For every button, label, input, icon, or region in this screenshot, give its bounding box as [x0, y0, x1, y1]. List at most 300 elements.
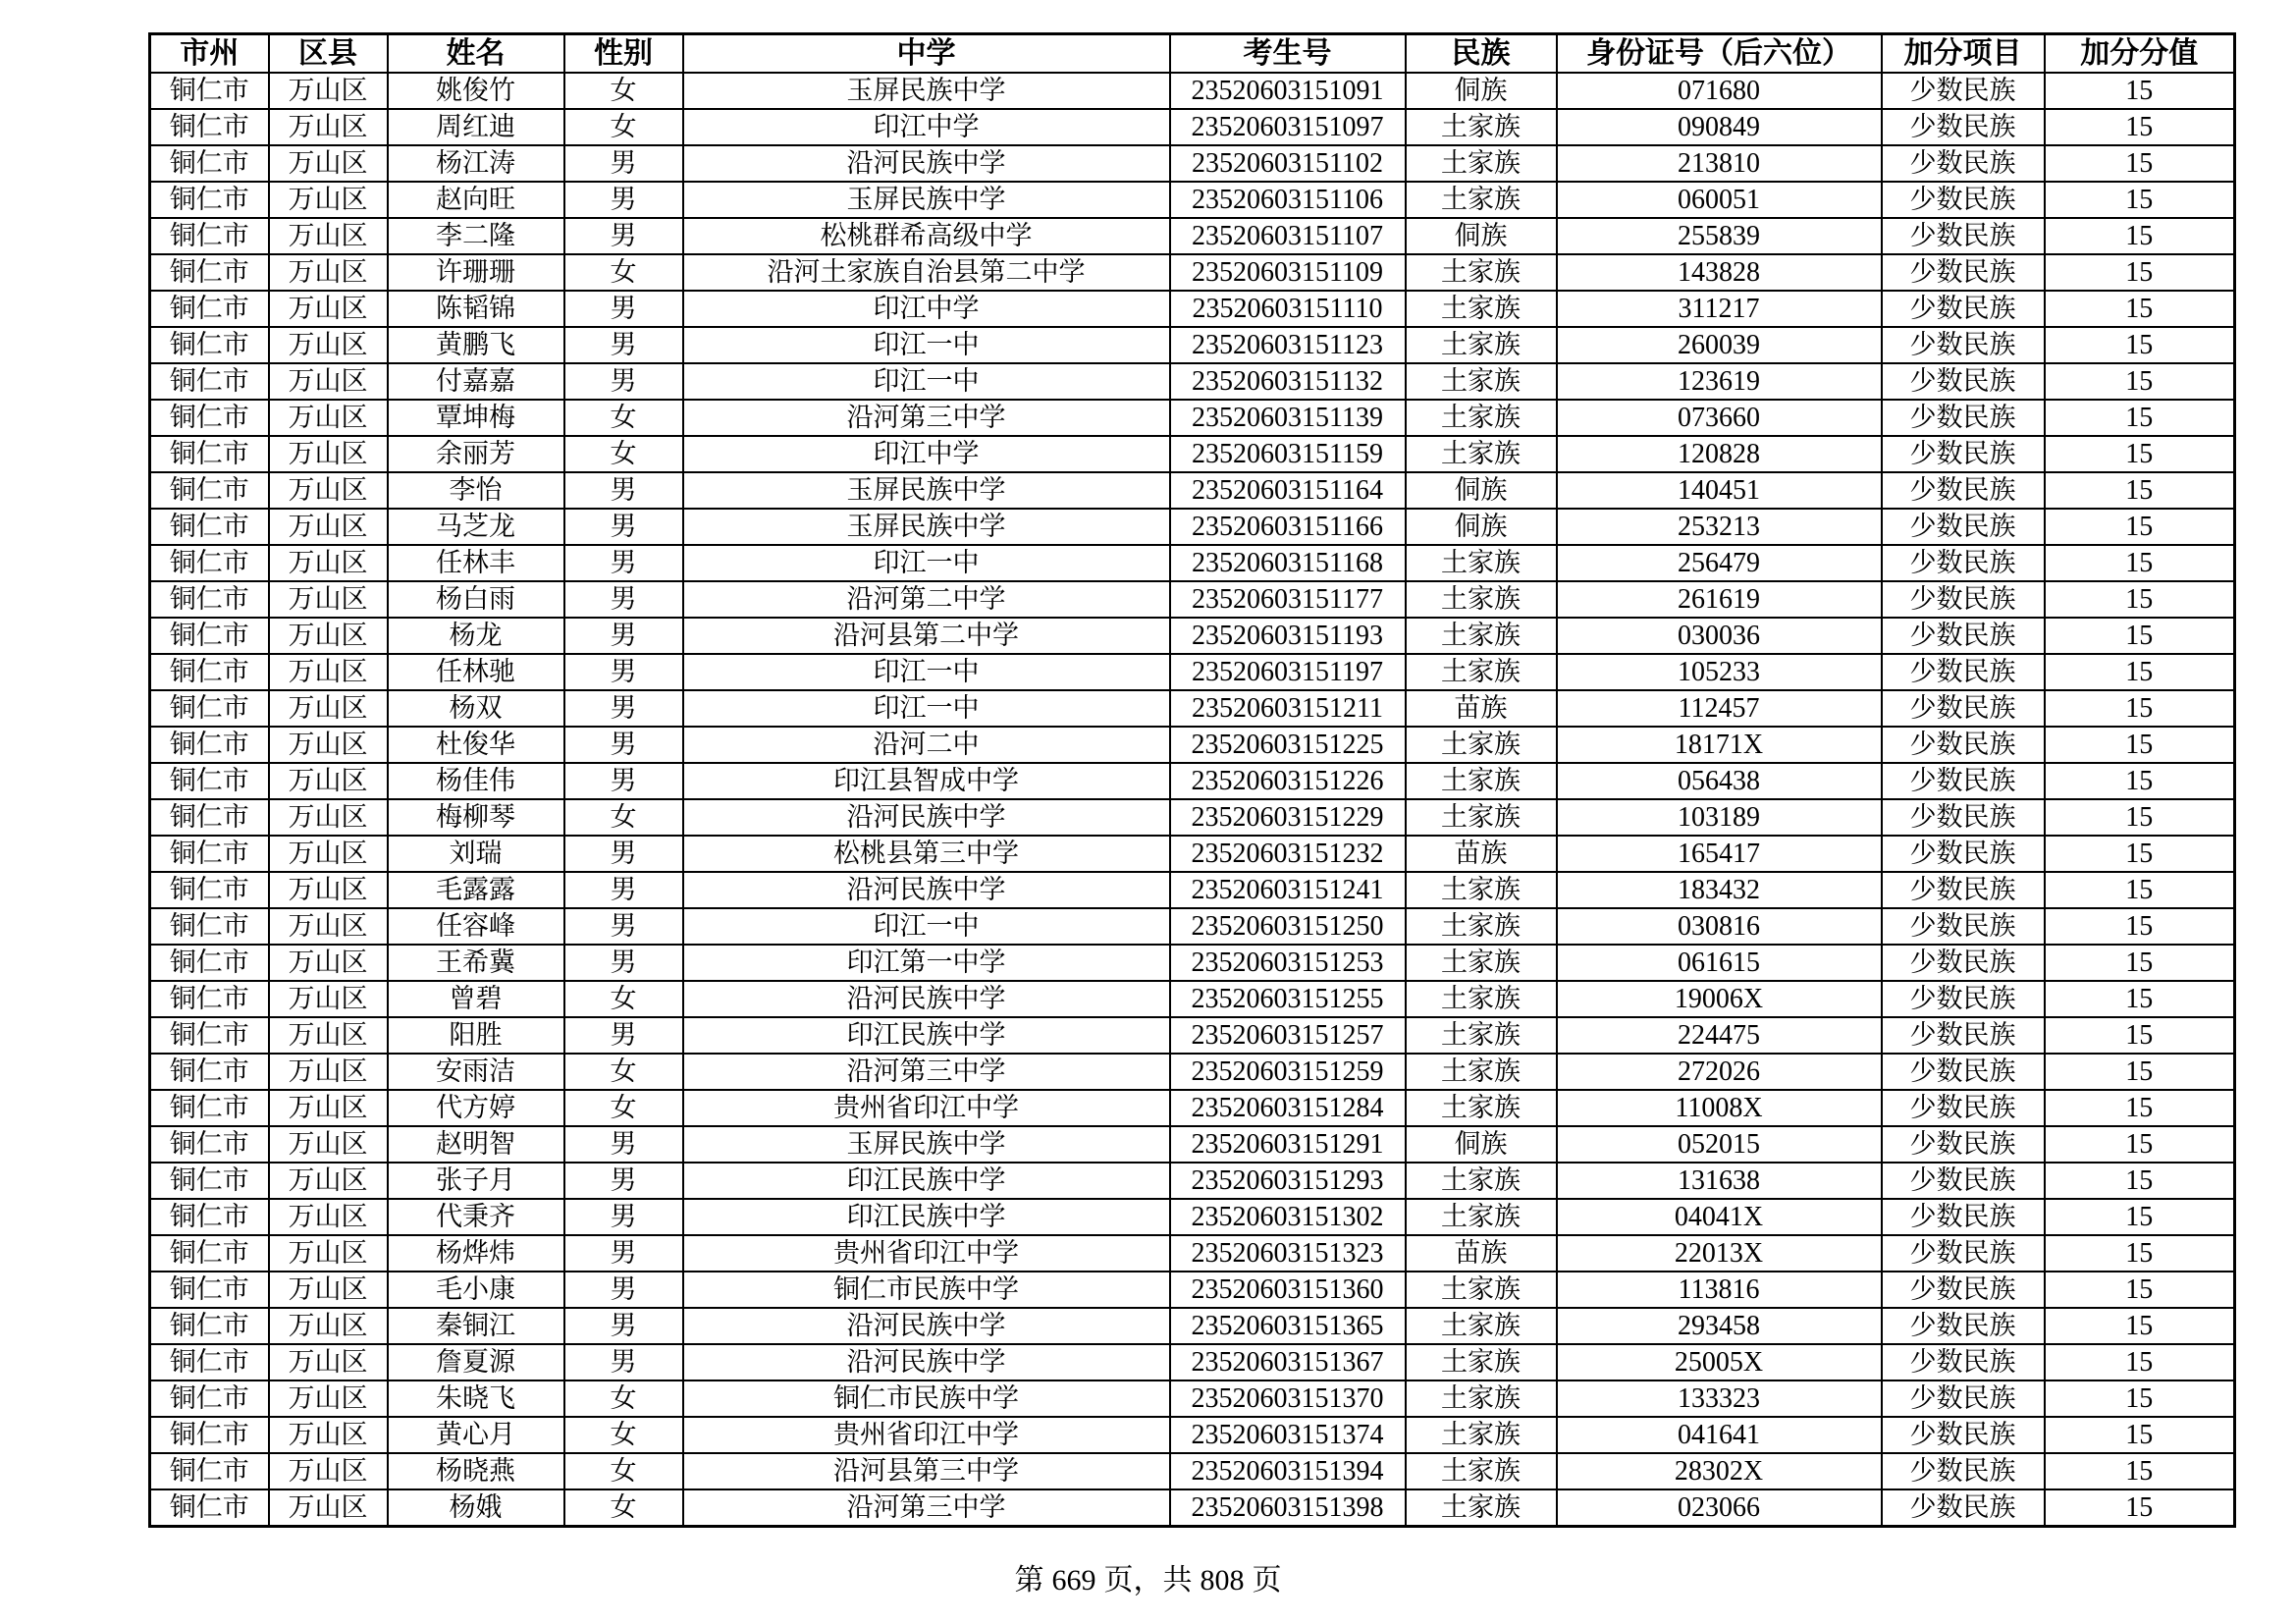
table-cell: 铜仁市	[150, 400, 269, 436]
table-cell: 少数民族	[1882, 1235, 2045, 1272]
table-cell: 土家族	[1406, 1054, 1557, 1090]
table-row	[150, 908, 2235, 945]
table-cell: 土家族	[1406, 363, 1557, 400]
table-cell: 15	[2045, 1344, 2235, 1380]
table-cell: 任容峰	[388, 908, 564, 945]
table-cell: 万山区	[269, 545, 388, 581]
table-cell: 23520603151370	[1170, 1380, 1406, 1417]
table-cell: 23520603151232	[1170, 836, 1406, 872]
table-cell: 代秉齐	[388, 1199, 564, 1235]
column-header: 民族	[1406, 34, 1557, 74]
table-cell: 143828	[1557, 254, 1882, 291]
table-cell: 铜仁市	[150, 1380, 269, 1417]
table-row	[150, 727, 2235, 763]
table-cell: 铜仁市	[150, 690, 269, 727]
table-cell: 15	[2045, 618, 2235, 654]
footer-suffix: 页	[1252, 1564, 1282, 1597]
table-cell: 铜仁市	[150, 1054, 269, 1090]
table-cell: 沿河第三中学	[683, 1489, 1170, 1527]
table-cell: 少数民族	[1882, 1017, 2045, 1054]
table-cell: 男	[564, 654, 683, 690]
table-cell: 男	[564, 727, 683, 763]
column-header: 市州	[150, 34, 269, 74]
table-cell: 23520603151365	[1170, 1308, 1406, 1344]
table-cell: 男	[564, 1235, 683, 1272]
table-cell: 15	[2045, 1453, 2235, 1489]
table-row	[150, 472, 2235, 509]
table-cell: 万山区	[269, 436, 388, 472]
table-cell: 土家族	[1406, 545, 1557, 581]
table-cell: 15	[2045, 872, 2235, 908]
table-cell: 土家族	[1406, 654, 1557, 690]
table-body	[150, 73, 2235, 1527]
table-cell: 印江民族中学	[683, 1017, 1170, 1054]
table-cell: 土家族	[1406, 327, 1557, 363]
table-cell: 铜仁市	[150, 509, 269, 545]
table-cell: 133323	[1557, 1380, 1882, 1417]
table-cell: 15	[2045, 1126, 2235, 1163]
table-cell: 李二隆	[388, 218, 564, 254]
table-cell: 土家族	[1406, 182, 1557, 218]
table-row	[150, 254, 2235, 291]
table-cell: 15	[2045, 1308, 2235, 1344]
table-cell: 万山区	[269, 1054, 388, 1090]
table-cell: 女	[564, 400, 683, 436]
table-cell: 万山区	[269, 218, 388, 254]
table-cell: 土家族	[1406, 1417, 1557, 1453]
table-cell: 万山区	[269, 654, 388, 690]
table-cell: 松桃县第三中学	[683, 836, 1170, 872]
table-row	[150, 1090, 2235, 1126]
table-cell: 少数民族	[1882, 1308, 2045, 1344]
table-cell: 23520603151159	[1170, 436, 1406, 472]
table-cell: 213810	[1557, 145, 1882, 182]
table-cell: 张子月	[388, 1163, 564, 1199]
table-row	[150, 690, 2235, 727]
table-cell: 万山区	[269, 1163, 388, 1199]
table-row	[150, 1017, 2235, 1054]
table-cell: 沿河土家族自治县第二中学	[683, 254, 1170, 291]
table-cell: 23520603151193	[1170, 618, 1406, 654]
table-cell: 印江一中	[683, 690, 1170, 727]
table-cell: 041641	[1557, 1417, 1882, 1453]
table-cell: 杨白雨	[388, 581, 564, 618]
table-cell: 玉屏民族中学	[683, 182, 1170, 218]
table-cell: 铜仁市	[150, 73, 269, 109]
table-cell: 15	[2045, 1235, 2235, 1272]
table-cell: 铜仁市	[150, 545, 269, 581]
table-cell: 23520603151197	[1170, 654, 1406, 690]
table-cell: 男	[564, 145, 683, 182]
table-cell: 23520603151398	[1170, 1489, 1406, 1527]
column-header: 姓名	[388, 34, 564, 74]
table-cell: 023066	[1557, 1489, 1882, 1527]
table-cell: 赵明智	[388, 1126, 564, 1163]
table-cell: 260039	[1557, 327, 1882, 363]
table-cell: 印江一中	[683, 327, 1170, 363]
table-cell: 沿河民族中学	[683, 872, 1170, 908]
table-cell: 少数民族	[1882, 218, 2045, 254]
table-cell: 23520603151102	[1170, 145, 1406, 182]
table-cell: 土家族	[1406, 945, 1557, 981]
table-cell: 052015	[1557, 1126, 1882, 1163]
table-cell: 男	[564, 581, 683, 618]
table-cell: 少数民族	[1882, 400, 2045, 436]
table-cell: 15	[2045, 908, 2235, 945]
table-cell: 万山区	[269, 799, 388, 836]
footer-prefix: 第	[1014, 1564, 1044, 1597]
table-cell: 15	[2045, 400, 2235, 436]
table-cell: 杨晓燕	[388, 1453, 564, 1489]
table-cell: 许珊珊	[388, 254, 564, 291]
table-cell: 万山区	[269, 1017, 388, 1054]
table-cell: 少数民族	[1882, 945, 2045, 981]
table-cell: 15	[2045, 1417, 2235, 1453]
table-cell: 毛小康	[388, 1272, 564, 1308]
table-cell: 少数民族	[1882, 254, 2045, 291]
table-cell: 土家族	[1406, 1090, 1557, 1126]
table-cell: 261619	[1557, 581, 1882, 618]
table-cell: 030816	[1557, 908, 1882, 945]
table-cell: 少数民族	[1882, 1054, 2045, 1090]
table-cell: 土家族	[1406, 1163, 1557, 1199]
table-row	[150, 1163, 2235, 1199]
table-cell: 铜仁市	[150, 763, 269, 799]
table-cell: 23520603151164	[1170, 472, 1406, 509]
table-row	[150, 654, 2235, 690]
table-cell: 印江一中	[683, 654, 1170, 690]
table-cell: 15	[2045, 109, 2235, 145]
column-header: 加分分值	[2045, 34, 2235, 74]
table-cell: 杨江涛	[388, 145, 564, 182]
table-row	[150, 1199, 2235, 1235]
table-cell: 男	[564, 763, 683, 799]
table-cell: 土家族	[1406, 1017, 1557, 1054]
table-cell: 印江民族中学	[683, 1199, 1170, 1235]
table-cell: 铜仁市	[150, 1163, 269, 1199]
table-cell: 印江一中	[683, 908, 1170, 945]
table-cell: 15	[2045, 1054, 2235, 1090]
table-cell: 印江一中	[683, 363, 1170, 400]
table-cell: 万山区	[269, 145, 388, 182]
table-cell: 少数民族	[1882, 690, 2045, 727]
table-cell: 男	[564, 509, 683, 545]
table-cell: 女	[564, 1489, 683, 1527]
table-cell: 黄鹏飞	[388, 327, 564, 363]
table-cell: 23520603151226	[1170, 763, 1406, 799]
table-cell: 23520603151257	[1170, 1017, 1406, 1054]
table-cell: 铜仁市	[150, 836, 269, 872]
table-cell: 土家族	[1406, 109, 1557, 145]
table-cell: 120828	[1557, 436, 1882, 472]
table-cell: 113816	[1557, 1272, 1882, 1308]
table-cell: 万山区	[269, 73, 388, 109]
table-cell: 18171X	[1557, 727, 1882, 763]
table-cell: 男	[564, 1308, 683, 1344]
table-cell: 赵向旺	[388, 182, 564, 218]
column-header: 考生号	[1170, 34, 1406, 74]
table-cell: 土家族	[1406, 1272, 1557, 1308]
table-cell: 铜仁市	[150, 1126, 269, 1163]
table-cell: 少数民族	[1882, 73, 2045, 109]
table-cell: 少数民族	[1882, 291, 2045, 327]
table-cell: 詹夏源	[388, 1344, 564, 1380]
table-row	[150, 1453, 2235, 1489]
table-cell: 男	[564, 1017, 683, 1054]
table-cell: 付嘉嘉	[388, 363, 564, 400]
table-cell: 061615	[1557, 945, 1882, 981]
table-row	[150, 363, 2235, 400]
table-cell: 沿河第三中学	[683, 400, 1170, 436]
table-cell: 土家族	[1406, 581, 1557, 618]
table-cell: 铜仁市	[150, 436, 269, 472]
table-cell: 土家族	[1406, 799, 1557, 836]
table-cell: 女	[564, 981, 683, 1017]
table-cell: 土家族	[1406, 618, 1557, 654]
table-cell: 23520603151177	[1170, 581, 1406, 618]
table-cell: 少数民族	[1882, 182, 2045, 218]
page-footer	[0, 1561, 2296, 1600]
table-row	[150, 763, 2235, 799]
table-cell: 23520603151211	[1170, 690, 1406, 727]
table-row	[150, 327, 2235, 363]
table-cell: 沿河第三中学	[683, 1054, 1170, 1090]
table-cell: 玉屏民族中学	[683, 1126, 1170, 1163]
table-cell: 23520603151106	[1170, 182, 1406, 218]
table-cell: 万山区	[269, 1272, 388, 1308]
table-cell: 15	[2045, 1017, 2235, 1054]
table-cell: 15	[2045, 509, 2235, 545]
table-cell: 15	[2045, 1489, 2235, 1527]
table-cell: 铜仁市	[150, 327, 269, 363]
table-cell: 土家族	[1406, 291, 1557, 327]
table-cell: 姚俊竹	[388, 73, 564, 109]
table-cell: 23520603151360	[1170, 1272, 1406, 1308]
table-cell: 万山区	[269, 363, 388, 400]
table-row	[150, 1344, 2235, 1380]
table-cell: 苗族	[1406, 690, 1557, 727]
table-cell: 131638	[1557, 1163, 1882, 1199]
table-cell: 030036	[1557, 618, 1882, 654]
table-cell: 15	[2045, 291, 2235, 327]
table-cell: 秦铜江	[388, 1308, 564, 1344]
table-cell: 铜仁市	[150, 1453, 269, 1489]
table-cell: 女	[564, 799, 683, 836]
table-cell: 少数民族	[1882, 363, 2045, 400]
table-cell: 万山区	[269, 1126, 388, 1163]
table-row	[150, 945, 2235, 981]
table-cell: 土家族	[1406, 727, 1557, 763]
table-cell: 男	[564, 472, 683, 509]
table-cell: 256479	[1557, 545, 1882, 581]
table-cell: 23520603151225	[1170, 727, 1406, 763]
table-cell: 少数民族	[1882, 472, 2045, 509]
table-cell: 刘瑞	[388, 836, 564, 872]
table-cell: 铜仁市	[150, 1489, 269, 1527]
table-cell: 万山区	[269, 400, 388, 436]
table-cell: 铜仁市民族中学	[683, 1380, 1170, 1417]
table-cell: 少数民族	[1882, 145, 2045, 182]
table-cell: 123619	[1557, 363, 1882, 400]
table-cell: 23520603151123	[1170, 327, 1406, 363]
table-cell: 铜仁市	[150, 218, 269, 254]
table-cell: 15	[2045, 763, 2235, 799]
table-cell: 印江第一中学	[683, 945, 1170, 981]
table-row	[150, 1126, 2235, 1163]
table-cell: 少数民族	[1882, 1090, 2045, 1126]
table-row	[150, 836, 2235, 872]
table-cell: 万山区	[269, 291, 388, 327]
table-row	[150, 872, 2235, 908]
table-cell: 苗族	[1406, 1235, 1557, 1272]
table-cell: 23520603151132	[1170, 363, 1406, 400]
table-row	[150, 545, 2235, 581]
table-cell: 女	[564, 1417, 683, 1453]
table-row	[150, 1308, 2235, 1344]
table-cell: 男	[564, 1163, 683, 1199]
table-cell: 侗族	[1406, 509, 1557, 545]
table-cell: 少数民族	[1882, 908, 2045, 945]
table-cell: 万山区	[269, 1417, 388, 1453]
table-cell: 毛露露	[388, 872, 564, 908]
table-cell: 少数民族	[1882, 836, 2045, 872]
table-cell: 23520603151168	[1170, 545, 1406, 581]
table-cell: 105233	[1557, 654, 1882, 690]
column-header: 区县	[269, 34, 388, 74]
table-cell: 15	[2045, 182, 2235, 218]
table-cell: 23520603151229	[1170, 799, 1406, 836]
table-cell: 土家族	[1406, 436, 1557, 472]
table-cell: 女	[564, 1453, 683, 1489]
table-cell: 少数民族	[1882, 1126, 2045, 1163]
table-cell: 少数民族	[1882, 799, 2045, 836]
footer-total-pages: 808	[1200, 1564, 1245, 1597]
table-cell: 铜仁市	[150, 291, 269, 327]
table-cell: 255839	[1557, 218, 1882, 254]
table-cell: 铜仁市	[150, 1344, 269, 1380]
table-cell: 万山区	[269, 327, 388, 363]
table-cell: 少数民族	[1882, 1380, 2045, 1417]
table-cell: 陈韬锦	[388, 291, 564, 327]
table-cell: 男	[564, 1272, 683, 1308]
table-cell: 万山区	[269, 872, 388, 908]
table-cell: 男	[564, 618, 683, 654]
table-cell: 曾碧	[388, 981, 564, 1017]
table-cell: 22013X	[1557, 1235, 1882, 1272]
table-cell: 铜仁市	[150, 109, 269, 145]
table-cell: 铜仁市	[150, 145, 269, 182]
table-row	[150, 981, 2235, 1017]
table-cell: 安雨洁	[388, 1054, 564, 1090]
table-cell: 15	[2045, 363, 2235, 400]
table-cell: 女	[564, 73, 683, 109]
table-cell: 万山区	[269, 908, 388, 945]
table-cell: 贵州省印江中学	[683, 1235, 1170, 1272]
table-cell: 男	[564, 908, 683, 945]
column-header: 性别	[564, 34, 683, 74]
table-cell: 铜仁市	[150, 799, 269, 836]
table-cell: 15	[2045, 1380, 2235, 1417]
table-cell: 沿河民族中学	[683, 1344, 1170, 1380]
table-cell: 万山区	[269, 763, 388, 799]
table-row	[150, 400, 2235, 436]
table-cell: 071680	[1557, 73, 1882, 109]
table-cell: 铜仁市	[150, 981, 269, 1017]
table-row	[150, 182, 2235, 218]
table-cell: 余丽芳	[388, 436, 564, 472]
table-cell: 铜仁市	[150, 1272, 269, 1308]
table-cell: 铜仁市	[150, 618, 269, 654]
table-cell: 土家族	[1406, 872, 1557, 908]
table-cell: 沿河民族中学	[683, 1308, 1170, 1344]
table-cell: 万山区	[269, 1489, 388, 1527]
table-cell: 15	[2045, 1163, 2235, 1199]
table-cell: 土家族	[1406, 1308, 1557, 1344]
table-cell: 万山区	[269, 690, 388, 727]
table-cell: 万山区	[269, 109, 388, 145]
table-cell: 男	[564, 327, 683, 363]
table-row	[150, 1054, 2235, 1090]
table-cell: 沿河第二中学	[683, 581, 1170, 618]
table-cell: 23520603151293	[1170, 1163, 1406, 1199]
table-cell: 沿河县第三中学	[683, 1453, 1170, 1489]
table-cell: 铜仁市民族中学	[683, 1272, 1170, 1308]
table-cell: 少数民族	[1882, 327, 2045, 363]
table-cell: 任林驰	[388, 654, 564, 690]
table-cell: 23520603151110	[1170, 291, 1406, 327]
table-cell: 土家族	[1406, 1453, 1557, 1489]
table-cell: 23520603151284	[1170, 1090, 1406, 1126]
table-cell: 铜仁市	[150, 1417, 269, 1453]
table-cell: 铜仁市	[150, 1308, 269, 1344]
table-cell: 15	[2045, 799, 2235, 836]
table-cell: 万山区	[269, 581, 388, 618]
table-cell: 15	[2045, 1090, 2235, 1126]
table-cell: 15	[2045, 545, 2235, 581]
table-cell: 073660	[1557, 400, 1882, 436]
table-cell: 272026	[1557, 1054, 1882, 1090]
table-cell: 11008X	[1557, 1090, 1882, 1126]
table-cell: 15	[2045, 945, 2235, 981]
table-cell: 23520603151109	[1170, 254, 1406, 291]
table-cell: 玉屏民族中学	[683, 509, 1170, 545]
table-cell: 女	[564, 254, 683, 291]
footer-mid: 页，共	[1103, 1564, 1193, 1597]
table-cell: 28302X	[1557, 1453, 1882, 1489]
table-cell: 土家族	[1406, 145, 1557, 182]
table-cell: 沿河民族中学	[683, 981, 1170, 1017]
table-cell: 男	[564, 1126, 683, 1163]
table-cell: 铜仁市	[150, 581, 269, 618]
table-cell: 女	[564, 1380, 683, 1417]
table-cell: 侗族	[1406, 218, 1557, 254]
table-cell: 15	[2045, 472, 2235, 509]
table-cell: 土家族	[1406, 254, 1557, 291]
table-cell: 少数民族	[1882, 581, 2045, 618]
table-cell: 女	[564, 109, 683, 145]
table-cell: 松桃群希高级中学	[683, 218, 1170, 254]
table-cell: 056438	[1557, 763, 1882, 799]
table-cell: 铜仁市	[150, 727, 269, 763]
table-cell: 马芝龙	[388, 509, 564, 545]
table-cell: 少数民族	[1882, 509, 2045, 545]
table-cell: 少数民族	[1882, 1199, 2045, 1235]
table-cell: 万山区	[269, 1344, 388, 1380]
table-cell: 19006X	[1557, 981, 1882, 1017]
table-cell: 男	[564, 872, 683, 908]
table-row	[150, 218, 2235, 254]
table-cell: 23520603151107	[1170, 218, 1406, 254]
